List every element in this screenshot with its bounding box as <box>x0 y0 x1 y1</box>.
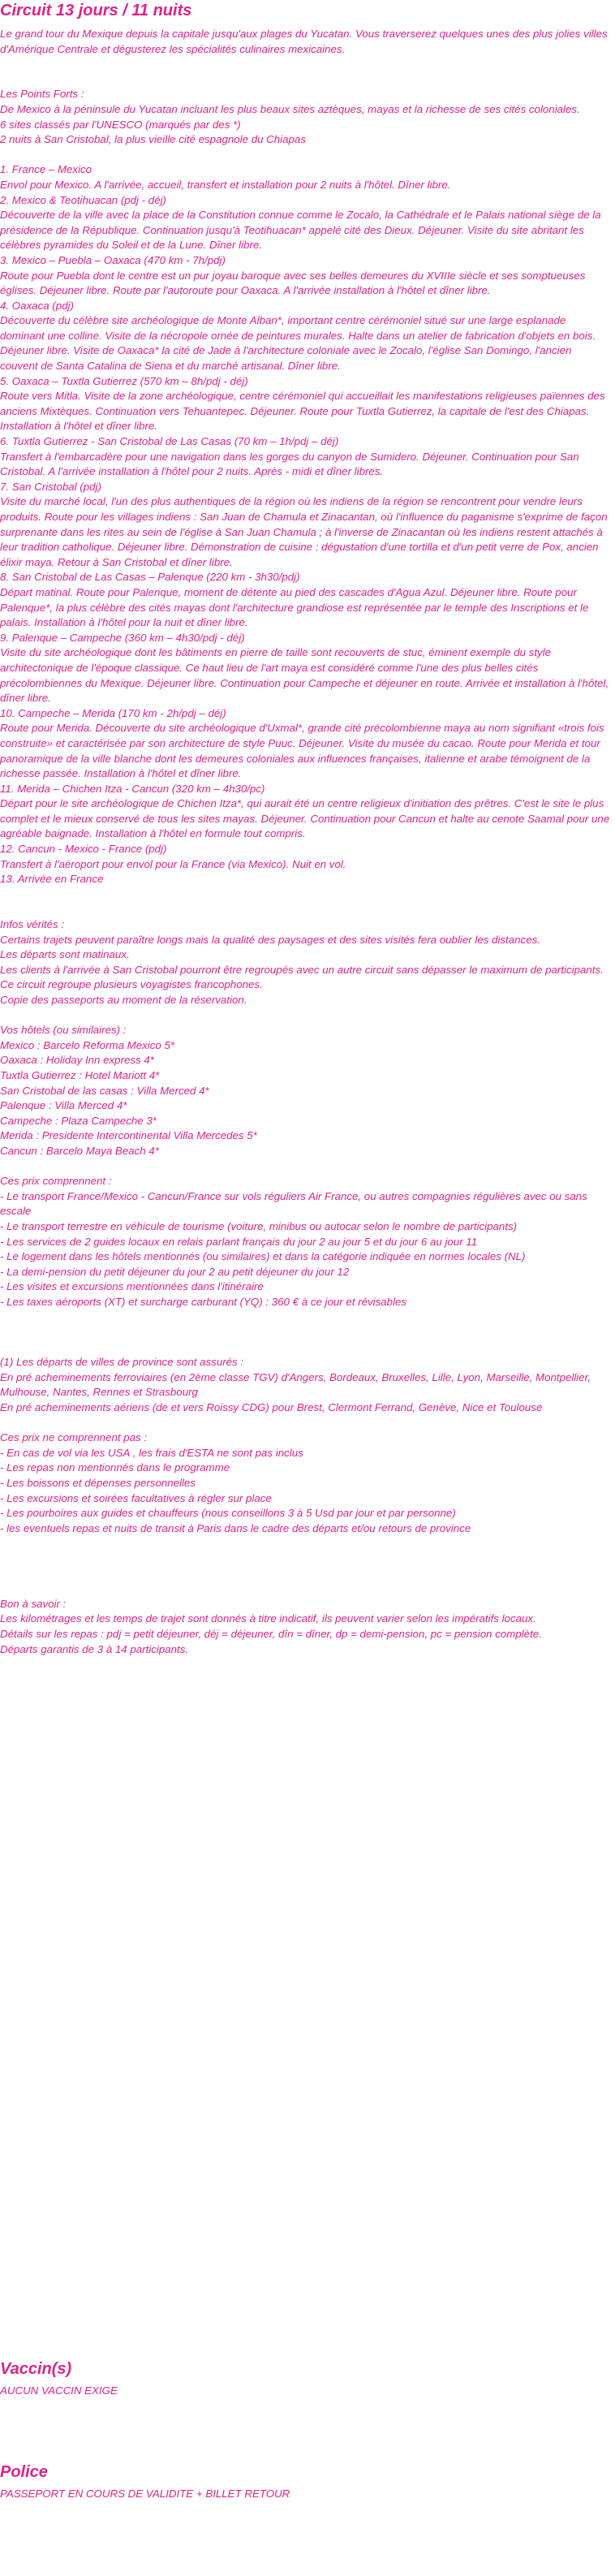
prix-non-comprend-heading: Ces prix ne comprennent pas : <box>0 1431 148 1444</box>
infos-line: Copie des passeports au moment de la réservation. <box>0 994 247 1006</box>
itinerary-line: Visite du marché local, l'un des plus authentiques de la région où les indiens de la région se rencontrent pour vendre leurs produits. Route pour les villages indiens : San Juan de Chamula et Zinacantan, où l'influence du paganisme s'exprime de façon surprenante dans les rites au sein de l'église à San Juan Chamula ; à l'inverse de Zinacantan où les indiens restent attachés à leur tradition catholique. Déjeuner libre. Démonstration de cuisine : dégustation d'une tortilla et d'un petit verre de Pox, ancien élixir maya. Retour à San Cristobal et dîner libre. <box>0 495 608 568</box>
intro-text: Le grand tour du Mexique depuis la capitale jusqu'aux plages du Yucatan. Vous traverserez quelques unes des plus jolies villes d'Amérique Centrale et dégusterez les spécialités culinaires mexicaines. <box>0 28 608 55</box>
prix-comprend-line: - Le transport France/Mexico - Cancun/France sur vols réguliers Air France, ou autres compagnies régulières avec ou sans escale <box>0 1189 587 1218</box>
vaccins-text: AUCUN VACCIN EXIGE <box>0 2384 118 2397</box>
itinerary-line: 7. San Cristobal (pdj) <box>0 480 101 493</box>
departs-list <box>0 1370 610 1416</box>
points-forts-line: 6 sites classés par l'UNESCO (marqués par des *) <box>0 118 241 131</box>
itinerary-line: 3. Mexico – Puebla – Oaxaca (470 km - 7h/pdj) <box>0 253 226 266</box>
police-title: Police <box>0 2463 48 2481</box>
hotel-line: San Cristobal de las casas : Villa Merced 4* <box>0 1084 209 1097</box>
itinerary-line: 6. Tuxtla Gutierrez - San Cristobal de Las Casas (70 km – 1h/pdj – déj) <box>0 435 339 448</box>
itinerary-line: 10. Campeche – Merida (170 km - 2h/pdj – déj) <box>0 706 226 719</box>
bon-a-savoir-line: Départs garantis de 3 à 14 participants. <box>0 1642 189 1655</box>
hotel-line: Mexico : Barcelo Reforma Mexico 5* <box>0 1038 175 1051</box>
itinerary <box>0 162 610 887</box>
itinerary-line: Visite du site archéologique dont les bâtiments en pierre de taille sont recouverts de stuc, éminent exemple du style architectonique de l'époque classique. Ce haut lieu de l'art maya est considéré comme l'une des plus belles cités précolombiennes du Mexique. Déjeuner libre. Continuation pour Campeche et déjeuner en route. Arrivée et installation à l'hôtel, dîner libre. <box>0 646 609 705</box>
itinerary-line: 13. Arrivée en France <box>0 873 104 886</box>
departs-line: En pré acheminements aériens (de et vers Roissy CDG) pour Brest, Clermont Ferrand, Genève, Nice et Toulouse <box>0 1401 543 1414</box>
itinerary-line: 11. Merida – Chichen Itza - Cancun (320 km – 4h30/pc) <box>0 782 265 795</box>
itinerary-line: 4. Oaxaca (pdj) <box>0 299 74 312</box>
circuit-description <box>0 27 610 1657</box>
bon-a-savoir-line: Détails sur les repas : pdj = petit déjeuner, déj = déjeuner, dîn = dîner, dp = demi-pension, pc = pension complète. <box>0 1627 542 1640</box>
points-forts-heading: Les Points Forts : <box>0 88 84 101</box>
hotel-line: Merida : Presidente Intercontinental Villa Mercedes 5* <box>0 1129 257 1142</box>
hotels-heading: Vos hôtels (ou similaires) : <box>0 1024 127 1037</box>
itinerary-line: 2. Mexico & Teotihuacan (pdj - déj) <box>0 193 166 206</box>
bon-a-savoir-line: Les kilométrages et les temps de trajet sont donnés à titre indicatif, ils peuvent varier selon les impératifs locaux. <box>0 1612 536 1625</box>
prix-comprend-line: - La demi-pension du petit déjeuner du jour 2 au petit déjeuner du jour 12 <box>0 1265 350 1278</box>
prix-non-comprend-line: - Les pourboires aux guides et chauffeurs (nous conseillons 3 à 5 Usd par jour et par personne) <box>0 1507 456 1520</box>
hotel-line: Oaxaca : Holiday Inn express 4* <box>0 1054 154 1067</box>
vaccins-title: Vaccin(s) <box>0 2360 72 2378</box>
bon-a-savoir-list <box>0 1612 610 1657</box>
departs-heading: (1) Les départs de villes de province sont assurés : <box>0 1356 244 1369</box>
itinerary-line: Transfert à l'embarcadère pour une navigation dans les gorges du canyon de Sumidero. Déjeuner. Continuation pour San Cristobal. A l'arrivée installation à l'hôtel pour 2 nuits. Après - midi et dîner libres. <box>0 450 579 478</box>
infos-line: Les départs sont matinaux. <box>0 948 130 961</box>
itinerary-line: 1. France – Mexico <box>0 163 92 176</box>
infos-line: Les clients à l'arrivée à San Cristobal pourront être regroupés avec un autre circuit sans dépasser le maximum de participants. Ce circuit regroupe plusieurs voyagistes francophones. <box>0 963 604 991</box>
hotel-line: Tuxtla Gutierrez : Hotel Mariott 4* <box>0 1068 160 1081</box>
prix-comprend-line: - Les services de 2 guides locaux en relais parlant français du jour 2 au jour 5 et du jour 6 au jour 11 <box>0 1235 478 1248</box>
police-text: PASSEPORT EN COURS DE VALIDITE + BILLET RETOUR <box>0 2488 290 2500</box>
prix-non-comprend-line: - Les boissons et dépenses personnelles <box>0 1477 196 1489</box>
itinerary-line: Transfert à l'aéroport pour envol pour la France (via Mexico). Nuit en vol. <box>0 857 346 870</box>
points-forts-line: 2 nuits à San Cristobal, la plus vieille cité espagnole du Chiapas <box>0 133 306 146</box>
points-forts-list <box>0 102 610 148</box>
bon-a-savoir-heading: Bon à savoir : <box>0 1597 67 1610</box>
infos-list <box>0 933 610 1008</box>
prix-comprend-line: - Les taxes aéroports (XT) et surcharge carburant (YQ) : 360 € à ce jour et révisables <box>0 1295 407 1308</box>
itinerary-line: Route vers Mitla. Visite de la zone archéologique, centre cérémoniel qui accueillait les manifestations religieuses païennes des anciens Mixtèques. Continuation vers Tehuantepec. Déjeuner. Route pour Tuxtla Gutierrez, la capitale de l'est des Chiapas. Installation à l'hôtel et dîner libre. <box>0 390 605 433</box>
points-forts-line: De Mexico à la péninsule du Yucatan incluant les plus beaux sites aztèques, mayas et la richesse de ses cités coloniales. <box>0 102 580 115</box>
prix-comprend-line: - Le transport terrestre en véhicule de tourisme (voiture, minibus ou autocar selon le nombre de participants) <box>0 1219 518 1232</box>
infos-heading: Infos vérités : <box>0 918 65 931</box>
itinerary-line: Envol pour Mexico. A l'arrivée, accueil, transfert et installation pour 2 nuits à l'hôtel. Dîner libre. <box>0 178 451 191</box>
prix-comprend-line: - Les visites et excursions mentionnées dans l'itinéraire <box>0 1280 264 1293</box>
prix-comprend-list <box>0 1189 610 1310</box>
itinerary-line: 5. Oaxaca – Tuxtla Gutierrez (570 km – 8h/pdj - déj) <box>0 374 248 387</box>
hotels-list <box>0 1038 610 1159</box>
prix-comprend-line: - Le logement dans les hôtels mentionnés (ou similaires) et dans la catégorie indiquée en normes locales (NL) <box>0 1250 526 1263</box>
prix-non-comprend-list <box>0 1446 610 1537</box>
infos-line: Certains trajets peuvent paraître longs mais la qualité des paysages et des sites visités fera oublier les distances. <box>0 933 540 946</box>
itinerary-line: Route pour Merida. Découverte du site archéologique d'Uxmal*, grande cité précolombienne maya au nom signifiant «trois fois construite» et caractérisée par son architecture de style Puuc. Déjeuner. Visite du musée du cacao. Route pour Merida et tour panoramique de la ville blanche dont les demeures coloniales aux influences françaises, italienne et arabe témoignent de la richesse passée. Installation à l'hôtel et dîner libre. <box>0 722 604 780</box>
prix-non-comprend-line: - En cas de vol via les USA , les frais d'ESTA ne sont pas inclus <box>0 1446 303 1459</box>
hotel-line: Campeche : Plaza Campeche 3* <box>0 1114 157 1127</box>
itinerary-line: 8. San Cristobal de Las Casas – Palenque (220 km - 3h30/pdj) <box>0 571 300 584</box>
itinerary-line: Départ pour le site archéologique de Chichen Itza*, qui aurait été un centre religieux d'initiation des prêtres. C'est le site le plus complet et le mieux conservé de tous les sites mayas. Déjeuner. Continuation pour Cancun et halte au cenote Saamal pour une agréable baignade. Installation à l'hôtel en formule tout compris. <box>0 797 610 840</box>
page-title: Circuit 13 jours / 11 nuits <box>0 2 192 19</box>
itinerary-line: Départ matinal. Route pour Palenque, moment de détente au pied des cascades d'Agua Azul. Déjeuner libre. Route pour Palenque*, la plus célèbre des cités mayas dont l'architecture grandiose est représentée par le temple des Inscriptions et le palais. Installation à l'hôtel pour la nuit et dîner libre. <box>0 585 589 629</box>
prix-comprend-heading: Ces prix comprennent : <box>0 1175 112 1188</box>
hotel-line: Palenque : Villa Merced 4* <box>0 1099 127 1112</box>
itinerary-line: Découverte de la ville avec la place de la Constitution connue comme le Zocalo, la Cathédrale et le Palais national siège de la présidence de la République. Continuation jusqu'à Teotihuacan* appelé cité des Dieux. Déjeuner. Visite du site abritant les célèbres pyramides du Soleil et de la Lune. Dîner libre. <box>0 209 601 252</box>
itinerary-line: Découverte du célèbre site archéologique de Monte Alban*, important centre cérémoniel situé sur une large esplanade dominant une colline. Visite de la nécropole ornée de peintures murales. Halte dans un atelier de fabrication d'objets en bois. Déjeuner libre. Visite de Oaxaca* la cité de Jade à l'architecture coloniale avec le Zocalo, l'église San Domingo, l'ancien couvent de Santa Catalina de Siena et du marché artisanal. Dîner libre. <box>0 314 596 373</box>
itinerary-line: 12. Cancun - Mexico - France (pdj) <box>0 843 167 856</box>
itinerary-line: 9. Palenque – Campeche (360 km – 4h30/pdj - déj) <box>0 631 245 644</box>
itinerary-line: Route pour Puebla dont le centre est un pur joyau baroque avec ses belles demeures du XVIIIe siècle et ses somptueuses églises. Déjeuner libre. Route par l'autoroute pour Oaxaca. A l'arrivée installation à l'hôtel et dîner libre. <box>0 269 586 297</box>
hotel-line: Cancun : Barcelo Maya Beach 4* <box>0 1144 159 1157</box>
prix-non-comprend-line: - Les repas non mentionnés dans le programme <box>0 1461 230 1474</box>
prix-non-comprend-line: - Les excursions et soirées facultatives à régler sur place <box>0 1491 272 1504</box>
departs-line: En pré acheminements ferroviaires (en 2ème classe TGV) d'Angers, Bordeaux, Bruxelles, Lille, Lyon, Marseille, Montpellier, Mulhouse, Nantes, Rennes et Strasbourg <box>0 1370 591 1399</box>
prix-non-comprend-line: - les eventuels repas et nuits de transit à Paris dans le cadre des départs et/ou retours de province <box>0 1521 471 1534</box>
